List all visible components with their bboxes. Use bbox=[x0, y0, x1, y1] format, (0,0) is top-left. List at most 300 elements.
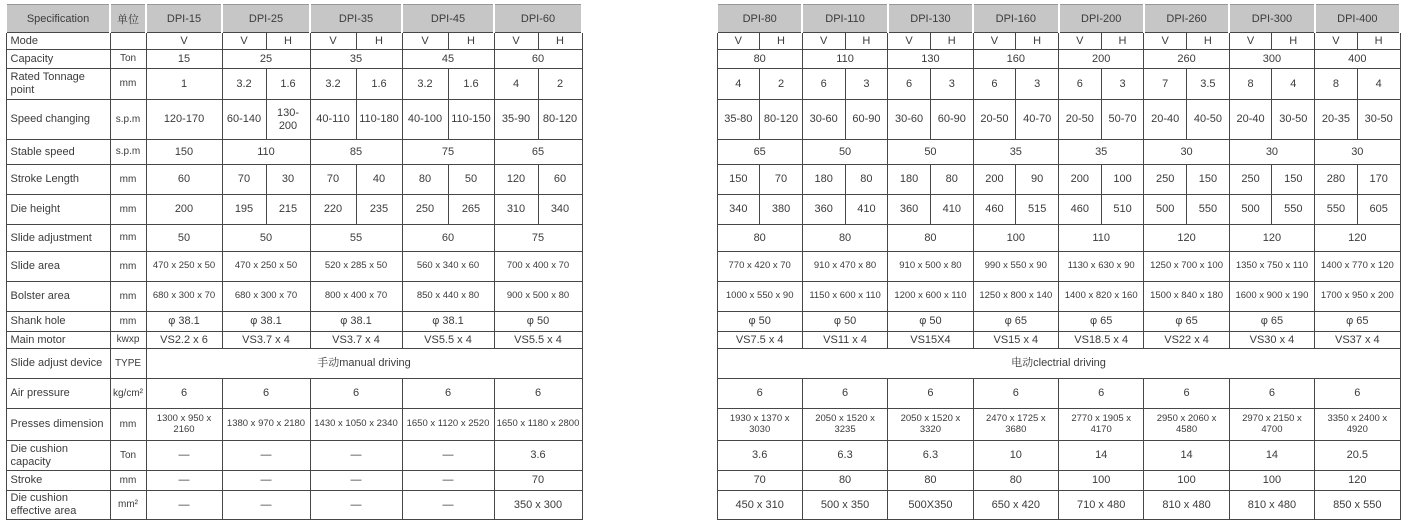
value-cell: 80 bbox=[402, 165, 448, 195]
spec-label: Slide adjust device bbox=[6, 349, 110, 379]
value-cell: 75 bbox=[402, 140, 494, 165]
value-cell: φ 38.1 bbox=[402, 312, 494, 332]
value-cell: — bbox=[222, 471, 310, 491]
value-cell: 35 bbox=[973, 140, 1058, 165]
value-cell: VS5.5 x 4 bbox=[402, 332, 494, 349]
table-row bbox=[717, 491, 1400, 520]
value-cell: 2 bbox=[538, 69, 582, 100]
value-cell: 3 bbox=[845, 69, 888, 100]
value-cell: 60-90 bbox=[930, 100, 973, 140]
value-cell: 770 x 420 x 70 bbox=[717, 252, 802, 282]
value-cell: φ 65 bbox=[1059, 312, 1144, 332]
value-cell: 180 bbox=[802, 165, 845, 195]
value-cell: 160 bbox=[973, 50, 1058, 69]
value-cell: 550 bbox=[1315, 195, 1358, 225]
value-cell: 6 bbox=[1059, 69, 1102, 100]
value-cell: H bbox=[930, 33, 973, 50]
value-cell: 150 bbox=[717, 165, 760, 195]
value-cell: 35 bbox=[310, 50, 402, 69]
table-row bbox=[717, 33, 1400, 50]
value-cell: 35 bbox=[1059, 140, 1144, 165]
value-cell: 200 bbox=[146, 195, 222, 225]
value-cell: 14 bbox=[1144, 441, 1229, 471]
table-row bbox=[717, 252, 1400, 282]
value-cell: VS2.2 x 6 bbox=[146, 332, 222, 349]
value-cell: 410 bbox=[845, 195, 888, 225]
value-cell: 6 bbox=[973, 379, 1058, 409]
unit-cell bbox=[110, 33, 146, 50]
value-cell: 60 bbox=[538, 165, 582, 195]
value-cell: V bbox=[402, 33, 448, 50]
spec-label: Capacity bbox=[6, 50, 110, 69]
value-cell: 20-50 bbox=[973, 100, 1016, 140]
value-cell: 360 bbox=[802, 195, 845, 225]
model-header: DPI-25 bbox=[222, 5, 310, 33]
value-cell: 60-140 bbox=[222, 100, 266, 140]
value-cell: 200 bbox=[973, 165, 1016, 195]
table-row bbox=[717, 349, 1400, 379]
value-cell: VS7.5 x 4 bbox=[717, 332, 802, 349]
value-cell: φ 50 bbox=[888, 312, 973, 332]
value-cell: 45 bbox=[402, 50, 494, 69]
value-cell: 220 bbox=[310, 195, 356, 225]
value-cell: 300 bbox=[1229, 50, 1314, 69]
value-cell: 470 x 250 x 50 bbox=[146, 252, 222, 282]
value-cell: 100 bbox=[973, 225, 1058, 252]
value-cell: 4 bbox=[1272, 69, 1315, 100]
value-cell: VS11 x 4 bbox=[802, 332, 887, 349]
value-cell: 80 bbox=[802, 471, 887, 491]
value-cell: 14 bbox=[1059, 441, 1144, 471]
value-cell: 990 x 550 x 90 bbox=[973, 252, 1058, 282]
model-header: DPI-80 bbox=[717, 5, 802, 33]
value-cell: 910 x 470 x 80 bbox=[802, 252, 887, 282]
value-cell: V bbox=[146, 33, 222, 50]
value-cell: 1650 x 1180 x 2800 bbox=[494, 409, 582, 441]
table-row bbox=[717, 409, 1400, 441]
value-cell: — bbox=[222, 441, 310, 471]
value-cell: 6.3 bbox=[802, 441, 887, 471]
value-cell: 25 bbox=[222, 50, 310, 69]
value-cell: 110-180 bbox=[356, 100, 402, 140]
value-cell: 120 bbox=[1144, 225, 1229, 252]
table-row bbox=[717, 471, 1400, 491]
value-cell: 70 bbox=[222, 165, 266, 195]
value-cell: 80 bbox=[888, 225, 973, 252]
value-cell: 810 x 480 bbox=[1229, 491, 1314, 520]
value-cell: 6 bbox=[494, 379, 582, 409]
table-row bbox=[6, 195, 582, 225]
value-cell: — bbox=[222, 491, 310, 520]
table-row bbox=[6, 252, 582, 282]
value-cell: H bbox=[356, 33, 402, 50]
value-cell: 100 bbox=[1229, 471, 1314, 491]
value-cell: 500 bbox=[1229, 195, 1272, 225]
value-cell: 215 bbox=[266, 195, 310, 225]
value-cell: 500X350 bbox=[888, 491, 973, 520]
value-cell: 90 bbox=[1016, 165, 1059, 195]
value-cell: H bbox=[1101, 33, 1144, 50]
table-row bbox=[6, 100, 582, 140]
value-cell: 3.2 bbox=[222, 69, 266, 100]
value-cell: H bbox=[538, 33, 582, 50]
value-cell: — bbox=[310, 441, 402, 471]
table-row bbox=[717, 69, 1400, 100]
value-cell: 110 bbox=[802, 50, 887, 69]
value-cell: 260 bbox=[1144, 50, 1229, 69]
value-cell: 1700 x 950 x 200 bbox=[1315, 282, 1400, 312]
value-cell: 85 bbox=[310, 140, 402, 165]
value-cell: 6.3 bbox=[888, 441, 973, 471]
value-cell: 30 bbox=[266, 165, 310, 195]
value-cell: 1130 x 630 x 90 bbox=[1059, 252, 1144, 282]
value-cell: 7 bbox=[1144, 69, 1187, 100]
spec-label: Shank hole bbox=[6, 312, 110, 332]
value-cell: 340 bbox=[538, 195, 582, 225]
header-row bbox=[717, 5, 1400, 33]
table-row bbox=[717, 225, 1400, 252]
value-cell: 200 bbox=[1059, 165, 1102, 195]
value-cell: 1430 x 1050 x 2340 bbox=[310, 409, 402, 441]
value-cell: 110-150 bbox=[448, 100, 494, 140]
value-cell: VS15 x 4 bbox=[973, 332, 1058, 349]
model-header: DPI-60 bbox=[494, 5, 582, 33]
value-cell: 130 bbox=[888, 50, 973, 69]
table-row bbox=[6, 409, 582, 441]
spec-label: Stroke Length bbox=[6, 165, 110, 195]
value-cell: 120 bbox=[1315, 225, 1400, 252]
value-cell: 70 bbox=[310, 165, 356, 195]
model-header: DPI-35 bbox=[310, 5, 402, 33]
value-cell: 6 bbox=[222, 379, 310, 409]
value-cell: 110 bbox=[1059, 225, 1144, 252]
unit-cell: mm bbox=[110, 471, 146, 491]
value-cell: 280 bbox=[1315, 165, 1358, 195]
value-cell: VS37 x 4 bbox=[1315, 332, 1400, 349]
value-cell: φ 65 bbox=[1315, 312, 1400, 332]
value-cell: 6 bbox=[973, 69, 1016, 100]
value-cell: 680 x 300 x 70 bbox=[146, 282, 222, 312]
value-cell: 810 x 480 bbox=[1144, 491, 1229, 520]
value-cell: 80 bbox=[845, 165, 888, 195]
table-row bbox=[717, 332, 1400, 349]
value-cell: 40-70 bbox=[1016, 100, 1059, 140]
value-cell: 3.6 bbox=[494, 441, 582, 471]
value-cell: 55 bbox=[310, 225, 402, 252]
value-cell: 2 bbox=[760, 69, 803, 100]
value-cell: V bbox=[973, 33, 1016, 50]
value-cell: 1250 x 800 x 140 bbox=[973, 282, 1058, 312]
value-cell: 3.6 bbox=[717, 441, 802, 471]
model-header: DPI-260 bbox=[1144, 5, 1229, 33]
value-cell: — bbox=[402, 471, 494, 491]
value-cell: 710 x 480 bbox=[1059, 491, 1144, 520]
table-row bbox=[717, 195, 1400, 225]
table-row bbox=[6, 50, 582, 69]
value-cell: 410 bbox=[930, 195, 973, 225]
value-cell: H bbox=[845, 33, 888, 50]
value-cell: 75 bbox=[494, 225, 582, 252]
unit-cell: mm bbox=[110, 225, 146, 252]
value-cell: 6 bbox=[802, 69, 845, 100]
value-cell: φ 50 bbox=[494, 312, 582, 332]
spec-label: Stable speed bbox=[6, 140, 110, 165]
value-cell: 850 x 440 x 80 bbox=[402, 282, 494, 312]
value-cell: VS18.5 x 4 bbox=[1059, 332, 1144, 349]
value-cell: V bbox=[717, 33, 760, 50]
value-cell: 120-170 bbox=[146, 100, 222, 140]
spec-label: Air pressure bbox=[6, 379, 110, 409]
value-cell: 110 bbox=[222, 140, 310, 165]
value-cell: 120 bbox=[1315, 471, 1400, 491]
value-cell: 40-100 bbox=[402, 100, 448, 140]
model-header: DPI-130 bbox=[888, 5, 973, 33]
table-row bbox=[717, 165, 1400, 195]
value-cell: 3.2 bbox=[310, 69, 356, 100]
value-cell: 150 bbox=[146, 140, 222, 165]
value-cell: 6 bbox=[310, 379, 402, 409]
unit-cell: s.p.m bbox=[110, 140, 146, 165]
value-cell: φ 50 bbox=[717, 312, 802, 332]
value-cell: 1930 x 1370 x 3030 bbox=[717, 409, 802, 441]
value-cell: 120 bbox=[494, 165, 538, 195]
value-cell: 4 bbox=[1357, 69, 1400, 100]
value-cell: 3 bbox=[1101, 69, 1144, 100]
spec-label: Main motor bbox=[6, 332, 110, 349]
value-cell: 3.5 bbox=[1187, 69, 1230, 100]
value-cell: 250 bbox=[1229, 165, 1272, 195]
value-cell: 350 x 300 bbox=[494, 491, 582, 520]
table-row bbox=[6, 332, 582, 349]
value-cell: 235 bbox=[356, 195, 402, 225]
unit-cell: mm² bbox=[110, 491, 146, 520]
value-cell: 100 bbox=[1144, 471, 1229, 491]
value-cell: 40-50 bbox=[1187, 100, 1230, 140]
model-header: DPI-160 bbox=[973, 5, 1058, 33]
table-row bbox=[717, 50, 1400, 69]
value-cell: 2050 x 1520 x 3235 bbox=[802, 409, 887, 441]
value-cell: V bbox=[1229, 33, 1272, 50]
value-cell: VS3.7 x 4 bbox=[310, 332, 402, 349]
unit-cell: mm bbox=[110, 312, 146, 332]
value-cell: — bbox=[146, 491, 222, 520]
unit-cell: Ton bbox=[110, 441, 146, 471]
table-row bbox=[6, 69, 582, 100]
value-cell: 850 x 550 bbox=[1315, 491, 1400, 520]
value-cell: 14 bbox=[1229, 441, 1314, 471]
value-cell: 2970 x 2150 x 4700 bbox=[1229, 409, 1314, 441]
value-cell: 6 bbox=[717, 379, 802, 409]
table-row bbox=[6, 282, 582, 312]
value-cell: V bbox=[222, 33, 266, 50]
table-row bbox=[6, 379, 582, 409]
value-cell: 6 bbox=[888, 69, 931, 100]
value-cell: VS3.7 x 4 bbox=[222, 332, 310, 349]
value-cell: 380 bbox=[760, 195, 803, 225]
value-cell: 50 bbox=[146, 225, 222, 252]
value-cell: 6 bbox=[146, 379, 222, 409]
value-cell: 30 bbox=[1315, 140, 1400, 165]
value-cell: 100 bbox=[1101, 165, 1144, 195]
value-cell: 310 bbox=[494, 195, 538, 225]
table-row bbox=[6, 491, 582, 520]
value-cell: V bbox=[802, 33, 845, 50]
left-spec-table bbox=[5, 4, 583, 520]
value-cell: 20.5 bbox=[1315, 441, 1400, 471]
value-cell: 3350 x 2400 x 4920 bbox=[1315, 409, 1400, 441]
value-cell: φ 38.1 bbox=[222, 312, 310, 332]
value-cell: 2050 x 1520 x 3320 bbox=[888, 409, 973, 441]
value-cell: V bbox=[1144, 33, 1187, 50]
value-cell: 60 bbox=[402, 225, 494, 252]
value-cell: 1400 x 770 x 120 bbox=[1315, 252, 1400, 282]
value-cell: φ 65 bbox=[1229, 312, 1314, 332]
value-cell: 60 bbox=[146, 165, 222, 195]
spec-label: Rated Tonnage point bbox=[6, 69, 110, 100]
table-row bbox=[6, 441, 582, 471]
value-cell: 560 x 340 x 60 bbox=[402, 252, 494, 282]
value-cell: 30-50 bbox=[1357, 100, 1400, 140]
value-cell: 35-80 bbox=[717, 100, 760, 140]
value-cell: 20-40 bbox=[1144, 100, 1187, 140]
value-cell: 180 bbox=[888, 165, 931, 195]
value-cell: 40 bbox=[356, 165, 402, 195]
value-cell: 70 bbox=[717, 471, 802, 491]
value-cell: 250 bbox=[402, 195, 448, 225]
unit-cell: mm bbox=[110, 252, 146, 282]
value-cell: 150 bbox=[1272, 165, 1315, 195]
value-cell: 30 bbox=[1144, 140, 1229, 165]
value-cell: 100 bbox=[1059, 471, 1144, 491]
unit-cell: kwxp bbox=[110, 332, 146, 349]
value-cell: H bbox=[1187, 33, 1230, 50]
value-cell: 电动clectrial driving bbox=[717, 349, 1400, 379]
value-cell: 80 bbox=[802, 225, 887, 252]
value-cell: 550 bbox=[1272, 195, 1315, 225]
table-row bbox=[6, 471, 582, 491]
value-cell: 3 bbox=[930, 69, 973, 100]
value-cell: 1650 x 1120 x 2520 bbox=[402, 409, 494, 441]
unit-cell: mm bbox=[110, 195, 146, 225]
value-cell: 3.2 bbox=[402, 69, 448, 100]
value-cell: 520 x 285 x 50 bbox=[310, 252, 402, 282]
model-header: DPI-200 bbox=[1059, 5, 1144, 33]
value-cell: V bbox=[888, 33, 931, 50]
value-cell: H bbox=[1357, 33, 1400, 50]
header-row bbox=[6, 5, 582, 33]
value-cell: 500 bbox=[1144, 195, 1187, 225]
value-cell: 1.6 bbox=[448, 69, 494, 100]
value-cell: 1400 x 820 x 160 bbox=[1059, 282, 1144, 312]
table-row bbox=[717, 140, 1400, 165]
value-cell: V bbox=[1059, 33, 1102, 50]
value-cell: 50 bbox=[448, 165, 494, 195]
value-cell: 20-35 bbox=[1315, 100, 1358, 140]
table-row bbox=[717, 282, 1400, 312]
table-row bbox=[717, 100, 1400, 140]
value-cell: 2770 x 1905 x 4170 bbox=[1059, 409, 1144, 441]
value-cell: 35-90 bbox=[494, 100, 538, 140]
value-cell: 4 bbox=[494, 69, 538, 100]
value-cell: 6 bbox=[1059, 379, 1144, 409]
unit-cell: Ton bbox=[110, 50, 146, 69]
value-cell: 1350 x 750 x 110 bbox=[1229, 252, 1314, 282]
value-cell: 6 bbox=[802, 379, 887, 409]
value-cell: 1150 x 600 x 110 bbox=[802, 282, 887, 312]
spec-label: Stroke bbox=[6, 471, 110, 491]
value-cell: 1200 x 600 x 110 bbox=[888, 282, 973, 312]
value-cell: — bbox=[310, 491, 402, 520]
value-cell: 1250 x 700 x 100 bbox=[1144, 252, 1229, 282]
value-cell: 1500 x 840 x 180 bbox=[1144, 282, 1229, 312]
value-cell: 910 x 500 x 80 bbox=[888, 252, 973, 282]
value-cell: 360 bbox=[888, 195, 931, 225]
unit-cell: mm bbox=[110, 69, 146, 100]
value-cell: 550 bbox=[1187, 195, 1230, 225]
value-cell: H bbox=[1272, 33, 1315, 50]
value-cell: 265 bbox=[448, 195, 494, 225]
value-cell: VS5.5 x 4 bbox=[494, 332, 582, 349]
spec-label: Slide area bbox=[6, 252, 110, 282]
spec-label: Presses dimension bbox=[6, 409, 110, 441]
unit-cell: mm bbox=[110, 165, 146, 195]
value-cell: H bbox=[266, 33, 310, 50]
value-cell: H bbox=[760, 33, 803, 50]
value-cell: 80 bbox=[717, 50, 802, 69]
unit-cell: s.p.m bbox=[110, 100, 146, 140]
value-cell: 70 bbox=[760, 165, 803, 195]
value-cell: 65 bbox=[494, 140, 582, 165]
value-cell: φ 50 bbox=[802, 312, 887, 332]
value-cell: 50-70 bbox=[1101, 100, 1144, 140]
value-cell: 65 bbox=[717, 140, 802, 165]
spec-label: Die cushion capacity bbox=[6, 441, 110, 471]
value-cell: 80 bbox=[973, 471, 1058, 491]
value-cell: 1.6 bbox=[356, 69, 402, 100]
value-cell: — bbox=[402, 491, 494, 520]
value-cell: φ 65 bbox=[973, 312, 1058, 332]
value-cell: 15 bbox=[146, 50, 222, 69]
value-cell: φ 38.1 bbox=[310, 312, 402, 332]
value-cell: 470 x 250 x 50 bbox=[222, 252, 310, 282]
table-row bbox=[717, 379, 1400, 409]
value-cell: 460 bbox=[973, 195, 1016, 225]
value-cell: — bbox=[402, 441, 494, 471]
value-cell: 2470 x 1725 x 3680 bbox=[973, 409, 1058, 441]
unit-cell: kg/cm² bbox=[110, 379, 146, 409]
value-cell: VS22 x 4 bbox=[1144, 332, 1229, 349]
value-cell: 460 bbox=[1059, 195, 1102, 225]
value-cell: 1380 x 970 x 2180 bbox=[222, 409, 310, 441]
value-cell: 1300 x 950 x 2160 bbox=[146, 409, 222, 441]
table-row bbox=[6, 225, 582, 252]
value-cell: 6 bbox=[888, 379, 973, 409]
value-cell: 500 x 350 bbox=[802, 491, 887, 520]
table-row bbox=[6, 312, 582, 332]
value-cell: 680 x 300 x 70 bbox=[222, 282, 310, 312]
spec-label: Slide adjustment bbox=[6, 225, 110, 252]
value-cell: 80 bbox=[888, 471, 973, 491]
spec-label: Speed changing bbox=[6, 100, 110, 140]
unit-cell: mm bbox=[110, 409, 146, 441]
value-cell: 450 x 310 bbox=[717, 491, 802, 520]
value-cell: 250 bbox=[1144, 165, 1187, 195]
value-cell: 400 bbox=[1315, 50, 1400, 69]
model-header: DPI-15 bbox=[146, 5, 222, 33]
spec-label: Mode bbox=[6, 33, 110, 50]
value-cell: 340 bbox=[717, 195, 760, 225]
value-cell: H bbox=[448, 33, 494, 50]
